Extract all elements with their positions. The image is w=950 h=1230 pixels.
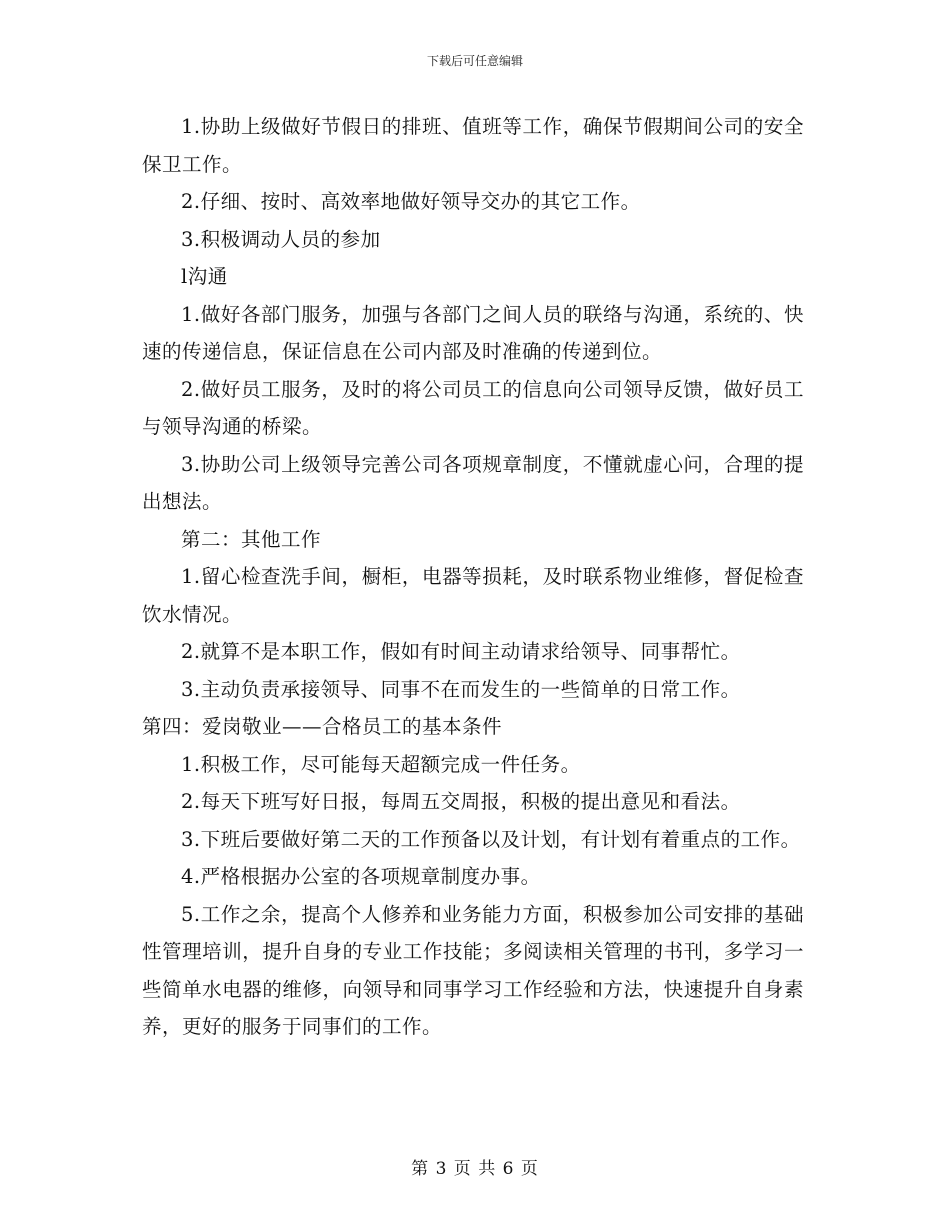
paragraph: l沟通 (181, 265, 228, 288)
section-heading: 第二：其他工作 (181, 527, 322, 551)
paragraph: 2.每天下班写好日报，每周五交周报，积极的提出意见和看法。 (181, 790, 741, 813)
section-heading: 第四：爱岗敬业——合格员工的基本条件 (142, 715, 503, 738)
paragraph: 3.积极调动人员的参加 (181, 227, 381, 251)
paragraph: 3.下班后要做好第二天的工作预备以及计划，有计划有着重点的工作。 (181, 827, 801, 851)
paragraph: 3.协助公司上级领导完善公司各项规章制度，不懂就虚心问，合理的提出想法。 (142, 452, 804, 513)
document-body (142, 108, 804, 1046)
page-header: 下载后可任意编辑 (426, 54, 523, 68)
paragraph: 1.协助上级做好节假日的排班、值班等工作，确保节假期间公司的安全保卫工作。 (142, 115, 804, 176)
page-number: 第 3 页 共 6 页 (411, 1159, 539, 1179)
paragraph: 3.主动负责承接领导、同事不在而发生的一些简单的日常工作。 (181, 677, 741, 701)
paragraph: 1.做好各部门服务，加强与各部门之间人员的联络与沟通，系统的、快速的传递信息，保证信息在公司内部及时准确的传递到位。 (142, 302, 804, 363)
paragraph: 1.积极工作，尽可能每天超额完成一件任务。 (181, 752, 581, 776)
paragraph: 4.严格根据办公室的各项规章制度办事。 (181, 865, 541, 888)
paragraph: 2.仔细、按时、高效率地做好领导交办的其它工作。 (181, 190, 641, 213)
paragraph: 1.留心检查洗手间，橱柜，电器等损耗，及时联系物业维修，督促检查饮水情况。 (142, 565, 804, 626)
paragraph: 5.工作之余，提高个人修养和业务能力方面，积极参加公司安排的基础性管理培训，提升自身的专业工作技能；多阅读相关管理的书刊，多学习一些简单水电器的维修，向领导和同事学习工作经验和方法，快速提升自身素养，更好的服务于同事们的工作。 (142, 902, 804, 1038)
paragraph: 2.就算不是本职工作，假如有时间主动请求给领导、同事帮忙。 (181, 640, 741, 663)
paragraph: 2.做好员工服务，及时的将公司员工的信息向公司领导反馈，做好员工与领导沟通的桥梁。 (142, 377, 804, 438)
